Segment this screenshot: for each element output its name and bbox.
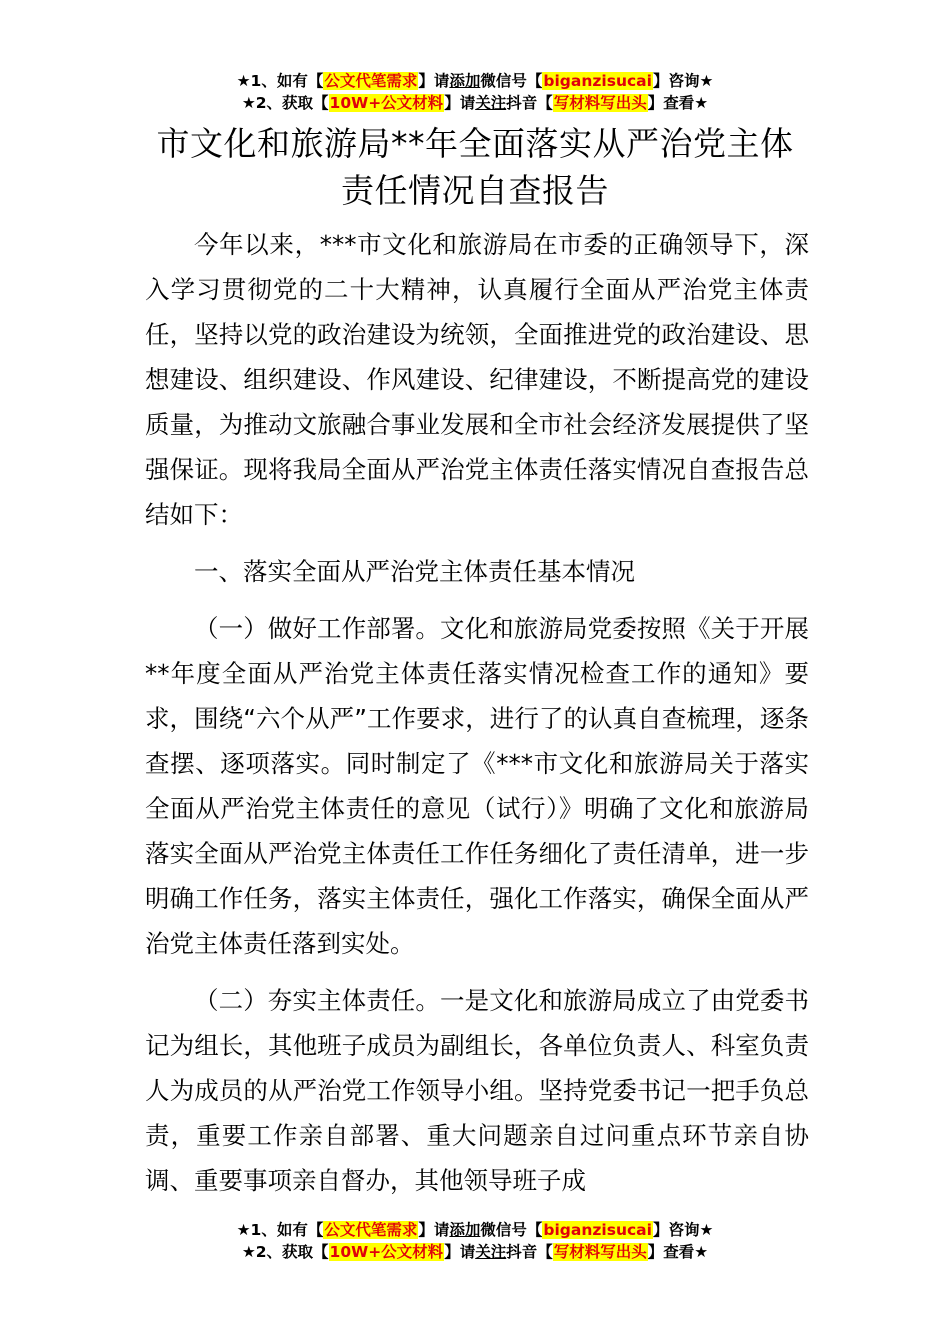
promo-banner-top xyxy=(0,70,950,114)
document-title xyxy=(140,120,810,214)
promo-text: 微信号【 xyxy=(480,1221,543,1239)
promo-line-1 xyxy=(0,70,950,92)
promo-text: 】咨询★ xyxy=(652,72,714,90)
promo-highlight: 写材料写出头 xyxy=(553,94,647,112)
promo-underlined: 添加 xyxy=(449,1221,481,1239)
promo-underlined: 关注 xyxy=(475,94,507,112)
promo-text: 抖音【 xyxy=(506,1243,553,1261)
promo-highlight: 10W+公文材料 xyxy=(329,94,444,112)
promo-highlight: 写材料写出头 xyxy=(553,1243,647,1261)
promo-text: ★1、如有【 xyxy=(236,1221,324,1239)
promo-text: 】咨询★ xyxy=(652,1221,714,1239)
promo-text: 】请 xyxy=(444,1243,476,1261)
promo-text: 微信号【 xyxy=(480,72,543,90)
promo-underlined: 关注 xyxy=(475,1243,507,1261)
promo-text: 抖音【 xyxy=(506,94,553,112)
title-line-2: 责任情况自查报告 xyxy=(341,171,609,210)
promo-line-2 xyxy=(0,1241,950,1263)
promo-text: 】请 xyxy=(444,94,476,112)
promo-banner-bottom xyxy=(0,1219,950,1263)
promo-highlight: biganzisucai xyxy=(543,72,652,90)
promo-highlight: 公文代笔需求 xyxy=(324,1221,418,1239)
promo-text: ★2、获取【 xyxy=(241,94,329,112)
document-body xyxy=(145,222,809,1203)
promo-underlined: 添加 xyxy=(449,72,481,90)
promo-line-2 xyxy=(0,92,950,114)
promo-text: 】查看★ xyxy=(647,94,709,112)
intro-paragraph: 今年以来，***市文化和旅游局在市委的正确领导下，深入学习贯彻党的二十大精神，认真履行全面从严治党主体责任，坚持以党的政治建设为统领，全面推进党的政治建设、思想建设、组织建设、作风建设、纪律建设，不断提高党的建设质量，为推动文旅融合事业发展和全市社会经济发展提供了坚强保证。现将我局全面从严治党主体责任落实情况自查报告总结如下： xyxy=(145,230,809,529)
promo-text: 】请 xyxy=(418,72,450,90)
promo-text: 】请 xyxy=(418,1221,450,1239)
section-heading: 一、落实全面从严治党主体责任基本情况 xyxy=(194,557,635,586)
promo-text: ★2、获取【 xyxy=(241,1243,329,1261)
promo-highlight: 10W+公文材料 xyxy=(329,1243,444,1261)
promo-highlight: 公文代笔需求 xyxy=(324,72,418,90)
promo-line-1 xyxy=(0,1219,950,1241)
promo-text: ★1、如有【 xyxy=(236,72,324,90)
paragraph-work-deployment: （一）做好工作部署。文化和旅游局党委按照《关于开展**年度全面从严治党主体责任落实情况检查工作的通知》要求，围绕“六个从严”工作要求，进行了的认真自查梳理，逐条查摆、逐项落实。同时制定了《***市文化和旅游局关于落实全面从严治党主体责任的意见（试行）》明确了文化和旅游局落实全面从严治党主体责任工作任务细化了责任清单，进一步明确工作任务，落实主体责任，强化工作落实，确保全面从严治党主体责任落到实处。 xyxy=(145,614,809,958)
promo-text: 】查看★ xyxy=(647,1243,709,1261)
title-line-1: 市文化和旅游局**年全面落实从严治党主体 xyxy=(156,124,794,163)
paragraph-main-responsibility: （二）夯实主体责任。一是文化和旅游局成立了由党委书记为组长，其他班子成员为副组长，各单位负责人、科室负责人为成员的从严治党工作领导小组。坚持党委书记一把手负总责，重要工作亲自部署、重大问题亲自过问重点环节亲自协调、重要事项亲自督办，其他领导班子成 xyxy=(145,986,809,1195)
promo-highlight: biganzisucai xyxy=(543,1221,652,1239)
